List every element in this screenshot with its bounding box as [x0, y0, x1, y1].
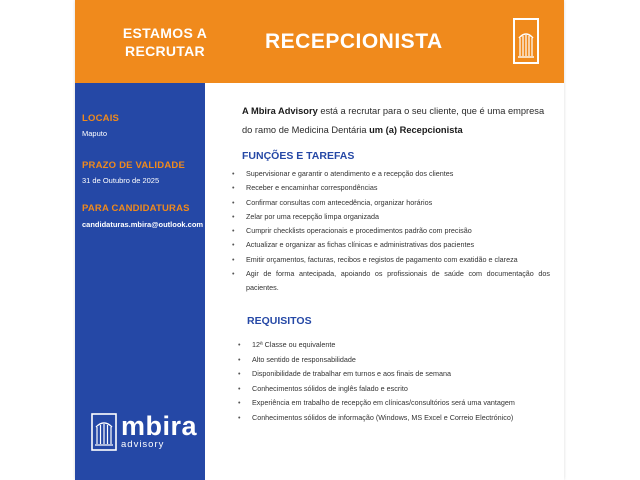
list-item: • Experiência em trabalho de recepção em clínicas/consultórios será uma vantagem: [238, 396, 550, 411]
prazo-value: 31 de Outubro de 2025: [82, 176, 160, 185]
list-item: • Zelar por uma recepção limpa organizada: [232, 210, 550, 224]
hiring-heading: [105, 24, 225, 60]
job-posting-card: [75, 0, 564, 480]
list-item: • Conhecimentos sólidos de inglês falado e escrito: [238, 382, 550, 397]
brand-subtitle: advisory: [121, 439, 165, 450]
locais-label: LOCAIS: [82, 113, 120, 124]
sidebar: [75, 83, 205, 480]
tasks-title: FUNÇÕES E TAREFAS: [242, 150, 355, 162]
candidaturas-label: PARA CANDIDATURAS: [82, 203, 190, 214]
hiring-line-2: RECRUTAR: [125, 43, 205, 59]
intro-paragraph: [242, 102, 554, 140]
intro-position: um (a) Recepcionista: [369, 125, 463, 135]
locais-value: Maputo: [82, 129, 108, 138]
list-item: • Confirmar consultas com antecedência, organizar horários: [232, 196, 550, 210]
hiring-line-1: ESTAMOS A: [122, 25, 208, 41]
list-item: • Emitir orçamentos, facturas, recibos e registos de pagamento com exatidão e clareza: [232, 253, 550, 267]
main-content: [242, 102, 554, 422]
intro-company: A Mbira Advisory: [242, 106, 318, 116]
list-item: • Cumprir checklists operacionais e procedimentos padrão com precisão: [232, 224, 550, 238]
header-banner: [75, 0, 564, 83]
prazo-label: PRAZO DE VALIDADE: [82, 160, 185, 171]
candidaturas-email[interactable]: candidaturas.mbira@outlook.com: [82, 220, 204, 229]
requirements-list: [238, 338, 550, 426]
mbira-logo-glyph: [515, 20, 537, 62]
mbira-logo-icon: [513, 18, 539, 64]
list-item: • Agir de forma antecipada, apoiando os profissionais de saúde com documentação dos pacientes.: [232, 267, 550, 296]
list-item: • 12ª Classe ou equivalente: [238, 338, 550, 353]
list-item: • Actualizar e organizar as fichas clínicas e administrativas dos pacientes: [232, 238, 550, 252]
requirements-title: REQUISITOS: [247, 315, 312, 327]
list-item: • Disponibilidade de trabalhar em turnos e aos finais de semana: [238, 367, 550, 382]
list-item: • Supervisionar e garantir o atendimento e a recepção dos clientes: [232, 167, 550, 181]
intro-text: está a recrutar para o seu cliente, que é uma empresa do ramo de Medicina Dentária: [242, 106, 545, 135]
tasks-list: [232, 167, 550, 296]
list-item: • Receber e encaminhar correspondências: [232, 181, 550, 195]
brand-name: mbira: [121, 411, 198, 441]
job-title: RECEPCIONISTA: [265, 30, 443, 53]
list-item: • Alto sentido de responsabilidade: [238, 353, 550, 368]
mbira-brand-icon: [91, 413, 117, 451]
list-item: • Conhecimentos sólidos de informação (Windows, MS Excel e Correio Electrónico): [238, 411, 550, 426]
